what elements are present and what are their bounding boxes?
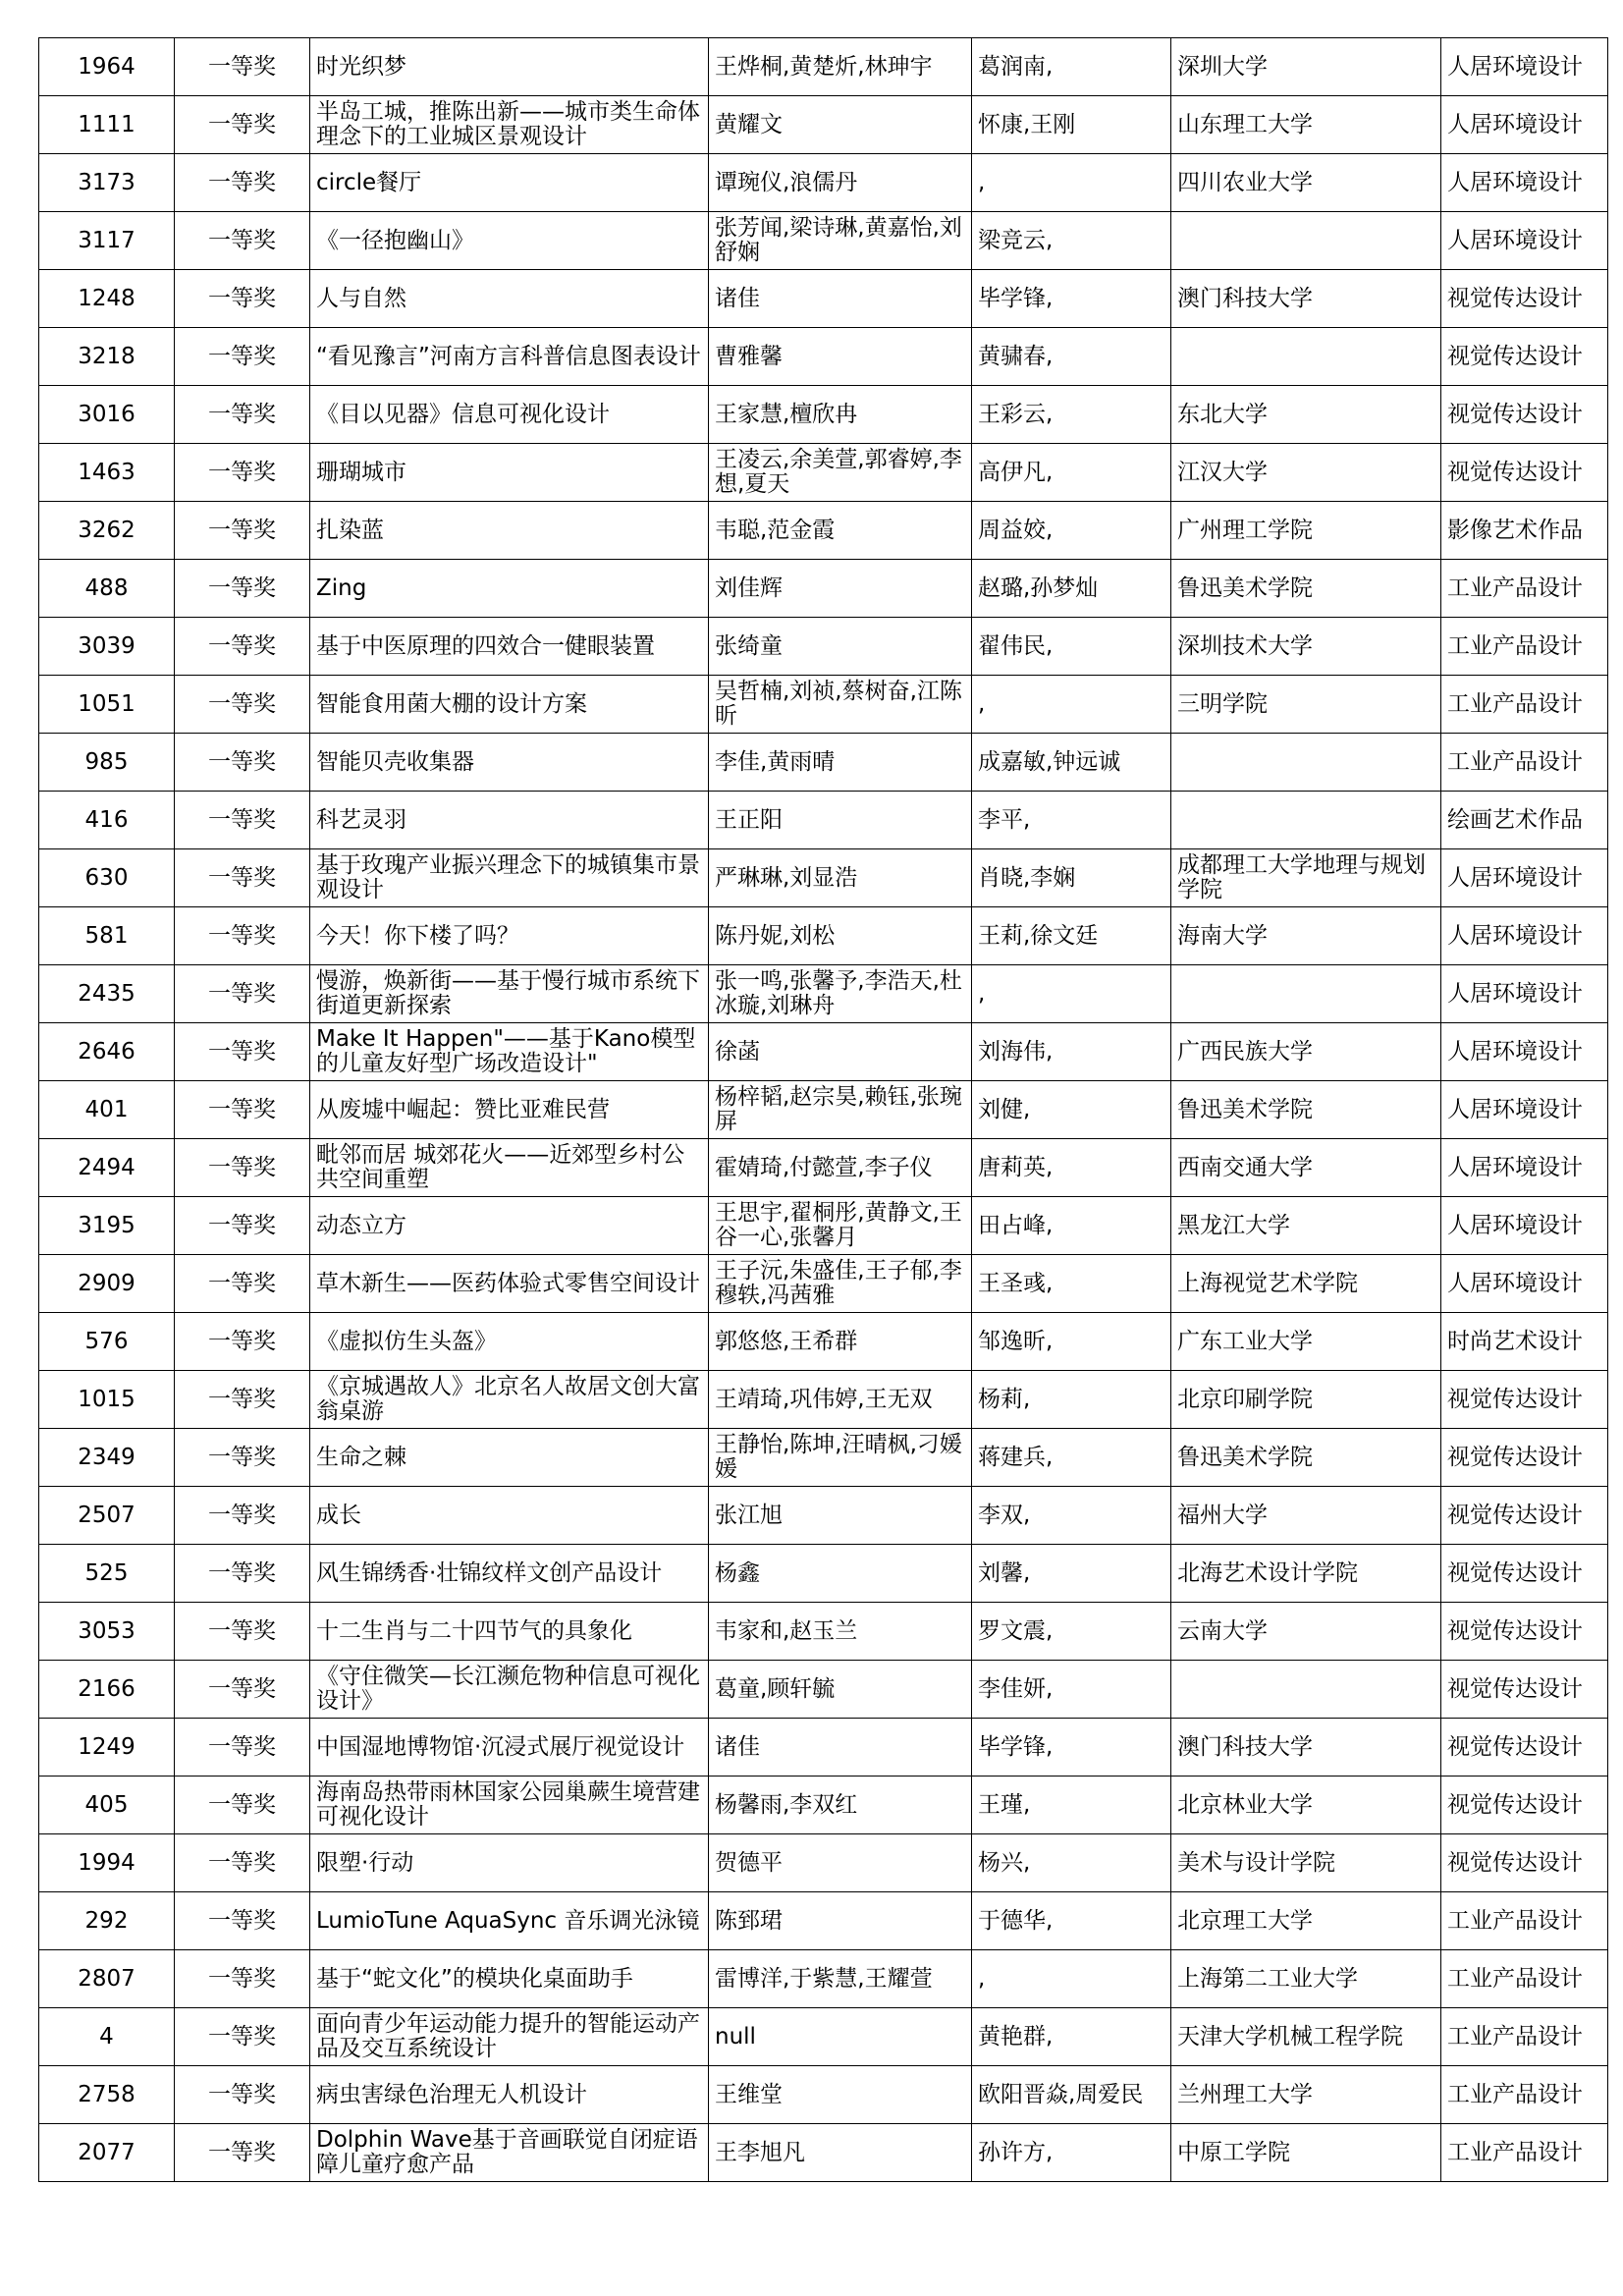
work-title-cell: 《守住微笑—长江濒危物种信息可视化设计》 xyxy=(310,1661,709,1719)
entry-id-cell: 2807 xyxy=(39,1950,175,2008)
school-cell: 成都理工大学地理与规划学院 xyxy=(1171,849,1441,907)
work-title-cell: 风生锦绣香·壮锦纹样文创产品设计 xyxy=(310,1545,709,1603)
award-level-cell: 一等奖 xyxy=(175,1603,310,1661)
entry-id-cell: 1051 xyxy=(39,676,175,734)
category-cell: 人居环境设计 xyxy=(1441,96,1608,154)
authors-cell: 黄耀文 xyxy=(709,96,972,154)
entry-id-cell: 3218 xyxy=(39,328,175,386)
entry-id-cell: 401 xyxy=(39,1081,175,1139)
entry-id-cell: 3016 xyxy=(39,386,175,444)
authors-cell: 韦家和,赵玉兰 xyxy=(709,1603,972,1661)
table-row xyxy=(39,965,1608,1023)
table-row xyxy=(39,734,1608,792)
work-title-cell: Zing xyxy=(310,560,709,618)
table-row xyxy=(39,1081,1608,1139)
school-cell: 鲁迅美术学院 xyxy=(1171,560,1441,618)
work-title-cell: 海南岛热带雨林国家公园巢蕨生境营建可视化设计 xyxy=(310,1777,709,1834)
school-cell: 美术与设计学院 xyxy=(1171,1834,1441,1892)
advisor-cell: 毕学锋, xyxy=(972,1719,1171,1777)
category-cell: 人居环境设计 xyxy=(1441,1255,1608,1313)
school-cell: 三明学院 xyxy=(1171,676,1441,734)
entry-id-cell: 1248 xyxy=(39,270,175,328)
entry-id-cell: 2494 xyxy=(39,1139,175,1197)
authors-cell: 张一鸣,张馨予,李浩天,杜冰璇,刘琳舟 xyxy=(709,965,972,1023)
advisor-cell: 李佳妍, xyxy=(972,1661,1171,1719)
school-cell: 澳门科技大学 xyxy=(1171,270,1441,328)
advisor-cell: 唐莉英, xyxy=(972,1139,1171,1197)
school-cell: 广东工业大学 xyxy=(1171,1313,1441,1371)
award-level-cell: 一等奖 xyxy=(175,386,310,444)
advisor-cell: 蒋建兵, xyxy=(972,1429,1171,1487)
award-level-cell: 一等奖 xyxy=(175,1371,310,1429)
work-title-cell: 《京城遇故人》北京名人故居文创大富翁桌游 xyxy=(310,1371,709,1429)
school-cell: 深圳大学 xyxy=(1171,38,1441,96)
entry-id-cell: 3053 xyxy=(39,1603,175,1661)
advisor-cell: , xyxy=(972,154,1171,212)
award-level-cell: 一等奖 xyxy=(175,1197,310,1255)
advisor-cell: 于德华, xyxy=(972,1892,1171,1950)
table-row xyxy=(39,1313,1608,1371)
category-cell: 视觉传达设计 xyxy=(1441,1429,1608,1487)
entry-id-cell: 405 xyxy=(39,1777,175,1834)
work-title-cell: 草木新生——医药体验式零售空间设计 xyxy=(310,1255,709,1313)
category-cell: 人居环境设计 xyxy=(1441,154,1608,212)
authors-cell: 王维堂 xyxy=(709,2066,972,2124)
work-title-cell: 半岛工城，推陈出新——城市类生命体理念下的工业城区景观设计 xyxy=(310,96,709,154)
work-title-cell: 慢游，焕新街——基于慢行城市系统下街道更新探索 xyxy=(310,965,709,1023)
category-cell: 视觉传达设计 xyxy=(1441,270,1608,328)
award-level-cell: 一等奖 xyxy=(175,1719,310,1777)
award-level-cell: 一等奖 xyxy=(175,2066,310,2124)
work-title-cell: 基于中医原理的四效合一健眼装置 xyxy=(310,618,709,676)
school-cell: 北京印刷学院 xyxy=(1171,1371,1441,1429)
advisor-cell: 欧阳晋焱,周爱民 xyxy=(972,2066,1171,2124)
table-row xyxy=(39,270,1608,328)
work-title-cell: 十二生肖与二十四节气的具象化 xyxy=(310,1603,709,1661)
school-cell: 广西民族大学 xyxy=(1171,1023,1441,1081)
table-row xyxy=(39,618,1608,676)
award-level-cell: 一等奖 xyxy=(175,792,310,849)
entry-id-cell: 2077 xyxy=(39,2124,175,2182)
school-cell: 福州大学 xyxy=(1171,1487,1441,1545)
work-title-cell: 《虚拟仿生头盔》 xyxy=(310,1313,709,1371)
authors-cell: 陈丹妮,刘松 xyxy=(709,907,972,965)
award-level-cell: 一等奖 xyxy=(175,849,310,907)
advisor-cell: 怀康,王刚 xyxy=(972,96,1171,154)
category-cell: 视觉传达设计 xyxy=(1441,1603,1608,1661)
table-row xyxy=(39,38,1608,96)
category-cell: 视觉传达设计 xyxy=(1441,328,1608,386)
awards-table xyxy=(38,37,1608,2182)
entry-id-cell: 2349 xyxy=(39,1429,175,1487)
authors-cell: 曹雅馨 xyxy=(709,328,972,386)
advisor-cell: 成嘉敏,钟远诚 xyxy=(972,734,1171,792)
table-row xyxy=(39,1139,1608,1197)
table-row xyxy=(39,1023,1608,1081)
advisor-cell: 肖晓,李娴 xyxy=(972,849,1171,907)
table-row xyxy=(39,792,1608,849)
advisor-cell: 罗文震, xyxy=(972,1603,1171,1661)
category-cell: 工业产品设计 xyxy=(1441,1950,1608,2008)
work-title-cell: 《目以见器》信息可视化设计 xyxy=(310,386,709,444)
authors-cell: 严琳琳,刘显浩 xyxy=(709,849,972,907)
category-cell: 人居环境设计 xyxy=(1441,212,1608,270)
work-title-cell: 成长 xyxy=(310,1487,709,1545)
entry-id-cell: 3262 xyxy=(39,502,175,560)
table-row xyxy=(39,386,1608,444)
category-cell: 视觉传达设计 xyxy=(1441,1777,1608,1834)
category-cell: 工业产品设计 xyxy=(1441,618,1608,676)
table-row xyxy=(39,2066,1608,2124)
school-cell: 云南大学 xyxy=(1171,1603,1441,1661)
advisor-cell: 王彩云, xyxy=(972,386,1171,444)
advisor-cell: 邹逸昕, xyxy=(972,1313,1171,1371)
authors-cell: 雷博洋,于紫慧,王耀萱 xyxy=(709,1950,972,2008)
award-level-cell: 一等奖 xyxy=(175,618,310,676)
category-cell: 视觉传达设计 xyxy=(1441,1545,1608,1603)
category-cell: 视觉传达设计 xyxy=(1441,386,1608,444)
table-row xyxy=(39,328,1608,386)
award-level-cell: 一等奖 xyxy=(175,1892,310,1950)
advisor-cell: 刘海伟, xyxy=(972,1023,1171,1081)
school-cell: 山东理工大学 xyxy=(1171,96,1441,154)
work-title-cell: Dolphin Wave基于音画联觉自闭症语障儿童疗愈产品 xyxy=(310,2124,709,2182)
work-title-cell: circle餐厅 xyxy=(310,154,709,212)
category-cell: 视觉传达设计 xyxy=(1441,444,1608,502)
category-cell: 工业产品设计 xyxy=(1441,2066,1608,2124)
authors-cell: 王子沅,朱盛佳,王子郁,李穆轶,冯茜雅 xyxy=(709,1255,972,1313)
school-cell: 澳门科技大学 xyxy=(1171,1719,1441,1777)
award-level-cell: 一等奖 xyxy=(175,734,310,792)
school-cell xyxy=(1171,328,1441,386)
award-level-cell: 一等奖 xyxy=(175,1023,310,1081)
award-level-cell: 一等奖 xyxy=(175,154,310,212)
school-cell xyxy=(1171,965,1441,1023)
category-cell: 工业产品设计 xyxy=(1441,2124,1608,2182)
entry-id-cell: 525 xyxy=(39,1545,175,1603)
work-title-cell: 《一径抱幽山》 xyxy=(310,212,709,270)
category-cell: 绘画艺术作品 xyxy=(1441,792,1608,849)
category-cell: 人居环境设计 xyxy=(1441,907,1608,965)
award-level-cell: 一等奖 xyxy=(175,1661,310,1719)
authors-cell: 陈郅珺 xyxy=(709,1892,972,1950)
advisor-cell: 高伊凡, xyxy=(972,444,1171,502)
authors-cell: 王家慧,檀欣冉 xyxy=(709,386,972,444)
category-cell: 人居环境设计 xyxy=(1441,38,1608,96)
award-level-cell: 一等奖 xyxy=(175,1777,310,1834)
school-cell: 北京林业大学 xyxy=(1171,1777,1441,1834)
category-cell: 人居环境设计 xyxy=(1441,849,1608,907)
school-cell: 鲁迅美术学院 xyxy=(1171,1081,1441,1139)
category-cell: 人居环境设计 xyxy=(1441,1081,1608,1139)
award-level-cell: 一等奖 xyxy=(175,212,310,270)
entry-id-cell: 1111 xyxy=(39,96,175,154)
category-cell: 工业产品设计 xyxy=(1441,734,1608,792)
authors-cell: 诸佳 xyxy=(709,270,972,328)
authors-cell: 葛童,顾轩毓 xyxy=(709,1661,972,1719)
table-row xyxy=(39,907,1608,965)
school-cell: 黑龙江大学 xyxy=(1171,1197,1441,1255)
authors-cell: 张芳闻,梁诗琳,黄嘉怡,刘舒娴 xyxy=(709,212,972,270)
authors-cell: 王靖琦,巩伟婷,王无双 xyxy=(709,1371,972,1429)
school-cell xyxy=(1171,1661,1441,1719)
advisor-cell: 赵璐,孙梦灿 xyxy=(972,560,1171,618)
table-row xyxy=(39,96,1608,154)
category-cell: 工业产品设计 xyxy=(1441,676,1608,734)
entry-id-cell: 2909 xyxy=(39,1255,175,1313)
authors-cell: 徐菡 xyxy=(709,1023,972,1081)
table-row xyxy=(39,1661,1608,1719)
work-title-cell: 中国湿地博物馆·沉浸式展厅视觉设计 xyxy=(310,1719,709,1777)
award-level-cell: 一等奖 xyxy=(175,1313,310,1371)
advisor-cell: 翟伟民, xyxy=(972,618,1171,676)
table-row xyxy=(39,444,1608,502)
awards-table-body xyxy=(39,38,1608,2182)
work-title-cell: 时光织梦 xyxy=(310,38,709,96)
award-level-cell: 一等奖 xyxy=(175,1255,310,1313)
school-cell: 中原工学院 xyxy=(1171,2124,1441,2182)
work-title-cell: 科艺灵羽 xyxy=(310,792,709,849)
authors-cell: 王思宇,翟桐彤,黄静文,王谷一心,张馨月 xyxy=(709,1197,972,1255)
authors-cell: 王静怡,陈坤,汪晴枫,刁媛媛 xyxy=(709,1429,972,1487)
authors-cell: 郭悠悠,王希群 xyxy=(709,1313,972,1371)
award-level-cell: 一等奖 xyxy=(175,444,310,502)
authors-cell: 张江旭 xyxy=(709,1487,972,1545)
authors-cell: 吴哲楠,刘祯,蔡树奋,江陈昕 xyxy=(709,676,972,734)
authors-cell: 王李旭凡 xyxy=(709,2124,972,2182)
entry-id-cell: 1994 xyxy=(39,1834,175,1892)
table-row xyxy=(39,676,1608,734)
school-cell: 四川农业大学 xyxy=(1171,154,1441,212)
work-title-cell: Make It Happen"——基于Kano模型的儿童友好型广场改造设计" xyxy=(310,1023,709,1081)
advisor-cell: 葛润南, xyxy=(972,38,1171,96)
entry-id-cell: 2646 xyxy=(39,1023,175,1081)
school-cell: 北京理工大学 xyxy=(1171,1892,1441,1950)
award-level-cell: 一等奖 xyxy=(175,1487,310,1545)
table-row xyxy=(39,1371,1608,1429)
entry-id-cell: 2166 xyxy=(39,1661,175,1719)
advisor-cell: 王莉,徐文廷 xyxy=(972,907,1171,965)
authors-cell: 韦聪,范金霞 xyxy=(709,502,972,560)
work-title-cell: 毗邻而居 城郊花火——近郊型乡村公共空间重塑 xyxy=(310,1139,709,1197)
work-title-cell: 人与自然 xyxy=(310,270,709,328)
advisor-cell: 王圣彧, xyxy=(972,1255,1171,1313)
school-cell: 鲁迅美术学院 xyxy=(1171,1429,1441,1487)
advisor-cell: 李平, xyxy=(972,792,1171,849)
advisor-cell: 周益姣, xyxy=(972,502,1171,560)
table-row xyxy=(39,1429,1608,1487)
authors-cell: 杨馨雨,李双红 xyxy=(709,1777,972,1834)
work-title-cell: 珊瑚城市 xyxy=(310,444,709,502)
advisor-cell: 田占峰, xyxy=(972,1197,1171,1255)
category-cell: 人居环境设计 xyxy=(1441,965,1608,1023)
entry-id-cell: 630 xyxy=(39,849,175,907)
entry-id-cell: 3117 xyxy=(39,212,175,270)
work-title-cell: 基于玫瑰产业振兴理念下的城镇集市景观设计 xyxy=(310,849,709,907)
work-title-cell: 从废墟中崛起：赞比亚难民营 xyxy=(310,1081,709,1139)
award-level-cell: 一等奖 xyxy=(175,270,310,328)
advisor-cell: , xyxy=(972,965,1171,1023)
entry-id-cell: 576 xyxy=(39,1313,175,1371)
advisor-cell: 梁竞云, xyxy=(972,212,1171,270)
category-cell: 视觉传达设计 xyxy=(1441,1371,1608,1429)
school-cell xyxy=(1171,734,1441,792)
table-row xyxy=(39,1777,1608,1834)
authors-cell: 王凌云,余美萱,郭睿婷,李想,夏天 xyxy=(709,444,972,502)
work-title-cell: LumioTune AquaSync 音乐调光泳镜 xyxy=(310,1892,709,1950)
table-row xyxy=(39,1719,1608,1777)
school-cell: 上海视觉艺术学院 xyxy=(1171,1255,1441,1313)
award-level-cell: 一等奖 xyxy=(175,1950,310,2008)
authors-cell: 诸佳 xyxy=(709,1719,972,1777)
advisor-cell: 刘馨, xyxy=(972,1545,1171,1603)
work-title-cell: 智能贝壳收集器 xyxy=(310,734,709,792)
entry-id-cell: 3195 xyxy=(39,1197,175,1255)
school-cell: 海南大学 xyxy=(1171,907,1441,965)
authors-cell: null xyxy=(709,2008,972,2066)
school-cell: 江汉大学 xyxy=(1171,444,1441,502)
category-cell: 工业产品设计 xyxy=(1441,1892,1608,1950)
advisor-cell: 李双, xyxy=(972,1487,1171,1545)
authors-cell: 王正阳 xyxy=(709,792,972,849)
table-row xyxy=(39,560,1608,618)
school-cell xyxy=(1171,792,1441,849)
work-title-cell: 动态立方 xyxy=(310,1197,709,1255)
advisor-cell: 黄骕春, xyxy=(972,328,1171,386)
table-row xyxy=(39,1603,1608,1661)
category-cell: 视觉传达设计 xyxy=(1441,1834,1608,1892)
category-cell: 时尚艺术设计 xyxy=(1441,1313,1608,1371)
work-title-cell: 限塑·行动 xyxy=(310,1834,709,1892)
award-level-cell: 一等奖 xyxy=(175,502,310,560)
entry-id-cell: 416 xyxy=(39,792,175,849)
award-level-cell: 一等奖 xyxy=(175,965,310,1023)
table-row xyxy=(39,849,1608,907)
award-level-cell: 一等奖 xyxy=(175,38,310,96)
entry-id-cell: 985 xyxy=(39,734,175,792)
school-cell: 西南交通大学 xyxy=(1171,1139,1441,1197)
entry-id-cell: 488 xyxy=(39,560,175,618)
award-level-cell: 一等奖 xyxy=(175,1834,310,1892)
award-level-cell: 一等奖 xyxy=(175,1545,310,1603)
school-cell: 东北大学 xyxy=(1171,386,1441,444)
award-level-cell: 一等奖 xyxy=(175,1081,310,1139)
entry-id-cell: 2507 xyxy=(39,1487,175,1545)
work-title-cell: 基于“蛇文化”的模块化桌面助手 xyxy=(310,1950,709,2008)
award-level-cell: 一等奖 xyxy=(175,328,310,386)
award-level-cell: 一等奖 xyxy=(175,2124,310,2182)
school-cell: 兰州理工大学 xyxy=(1171,2066,1441,2124)
advisor-cell: 王瑾, xyxy=(972,1777,1171,1834)
entry-id-cell: 1249 xyxy=(39,1719,175,1777)
category-cell: 视觉传达设计 xyxy=(1441,1487,1608,1545)
entry-id-cell: 1463 xyxy=(39,444,175,502)
award-level-cell: 一等奖 xyxy=(175,676,310,734)
authors-cell: 贺德平 xyxy=(709,1834,972,1892)
advisor-cell: 孙许方, xyxy=(972,2124,1171,2182)
table-row xyxy=(39,1255,1608,1313)
authors-cell: 王烨桐,黄楚炘,林珅宇 xyxy=(709,38,972,96)
table-row xyxy=(39,154,1608,212)
work-title-cell: 面向青少年运动能力提升的智能运动产品及交互系统设计 xyxy=(310,2008,709,2066)
advisor-cell: 黄艳群, xyxy=(972,2008,1171,2066)
advisor-cell: 毕学锋, xyxy=(972,270,1171,328)
work-title-cell: 生命之棘 xyxy=(310,1429,709,1487)
authors-cell: 张绮童 xyxy=(709,618,972,676)
school-cell: 北海艺术设计学院 xyxy=(1171,1545,1441,1603)
advisor-cell: 刘健, xyxy=(972,1081,1171,1139)
table-row xyxy=(39,1892,1608,1950)
category-cell: 人居环境设计 xyxy=(1441,1023,1608,1081)
table-row xyxy=(39,1834,1608,1892)
authors-cell: 刘佳辉 xyxy=(709,560,972,618)
authors-cell: 李佳,黄雨晴 xyxy=(709,734,972,792)
work-title-cell: 扎染蓝 xyxy=(310,502,709,560)
school-cell: 天津大学机械工程学院 xyxy=(1171,2008,1441,2066)
table-row xyxy=(39,1545,1608,1603)
category-cell: 人居环境设计 xyxy=(1441,1197,1608,1255)
advisor-cell: 杨兴, xyxy=(972,1834,1171,1892)
category-cell: 视觉传达设计 xyxy=(1441,1719,1608,1777)
award-level-cell: 一等奖 xyxy=(175,560,310,618)
authors-cell: 霍婧琦,付懿萱,李子仪 xyxy=(709,1139,972,1197)
award-level-cell: 一等奖 xyxy=(175,1429,310,1487)
award-level-cell: 一等奖 xyxy=(175,1139,310,1197)
awards-sheet xyxy=(38,37,1608,2182)
work-title-cell: 智能食用菌大棚的设计方案 xyxy=(310,676,709,734)
category-cell: 视觉传达设计 xyxy=(1441,1661,1608,1719)
school-cell xyxy=(1171,212,1441,270)
authors-cell: 杨梓韬,赵宗昊,赖钰,张琬屏 xyxy=(709,1081,972,1139)
table-row xyxy=(39,1197,1608,1255)
award-level-cell: 一等奖 xyxy=(175,2008,310,2066)
school-cell: 上海第二工业大学 xyxy=(1171,1950,1441,2008)
category-cell: 人居环境设计 xyxy=(1441,1139,1608,1197)
category-cell: 影像艺术作品 xyxy=(1441,502,1608,560)
entry-id-cell: 2758 xyxy=(39,2066,175,2124)
table-row xyxy=(39,212,1608,270)
award-level-cell: 一等奖 xyxy=(175,907,310,965)
work-title-cell: 病虫害绿色治理无人机设计 xyxy=(310,2066,709,2124)
entry-id-cell: 1964 xyxy=(39,38,175,96)
entry-id-cell: 3039 xyxy=(39,618,175,676)
award-level-cell: 一等奖 xyxy=(175,96,310,154)
entry-id-cell: 4 xyxy=(39,2008,175,2066)
category-cell: 工业产品设计 xyxy=(1441,2008,1608,2066)
entry-id-cell: 292 xyxy=(39,1892,175,1950)
entry-id-cell: 1015 xyxy=(39,1371,175,1429)
advisor-cell: , xyxy=(972,1950,1171,2008)
school-cell: 广州理工学院 xyxy=(1171,502,1441,560)
table-row xyxy=(39,2124,1608,2182)
school-cell: 深圳技术大学 xyxy=(1171,618,1441,676)
authors-cell: 谭琬仪,浪儒丹 xyxy=(709,154,972,212)
table-row xyxy=(39,502,1608,560)
entry-id-cell: 3173 xyxy=(39,154,175,212)
advisor-cell: 杨莉, xyxy=(972,1371,1171,1429)
table-row xyxy=(39,2008,1608,2066)
authors-cell: 杨鑫 xyxy=(709,1545,972,1603)
work-title-cell: “看见豫言”河南方言科普信息图表设计 xyxy=(310,328,709,386)
work-title-cell: 今天！你下楼了吗？ xyxy=(310,907,709,965)
table-row xyxy=(39,1487,1608,1545)
advisor-cell: , xyxy=(972,676,1171,734)
entry-id-cell: 581 xyxy=(39,907,175,965)
category-cell: 工业产品设计 xyxy=(1441,560,1608,618)
table-row xyxy=(39,1950,1608,2008)
entry-id-cell: 2435 xyxy=(39,965,175,1023)
